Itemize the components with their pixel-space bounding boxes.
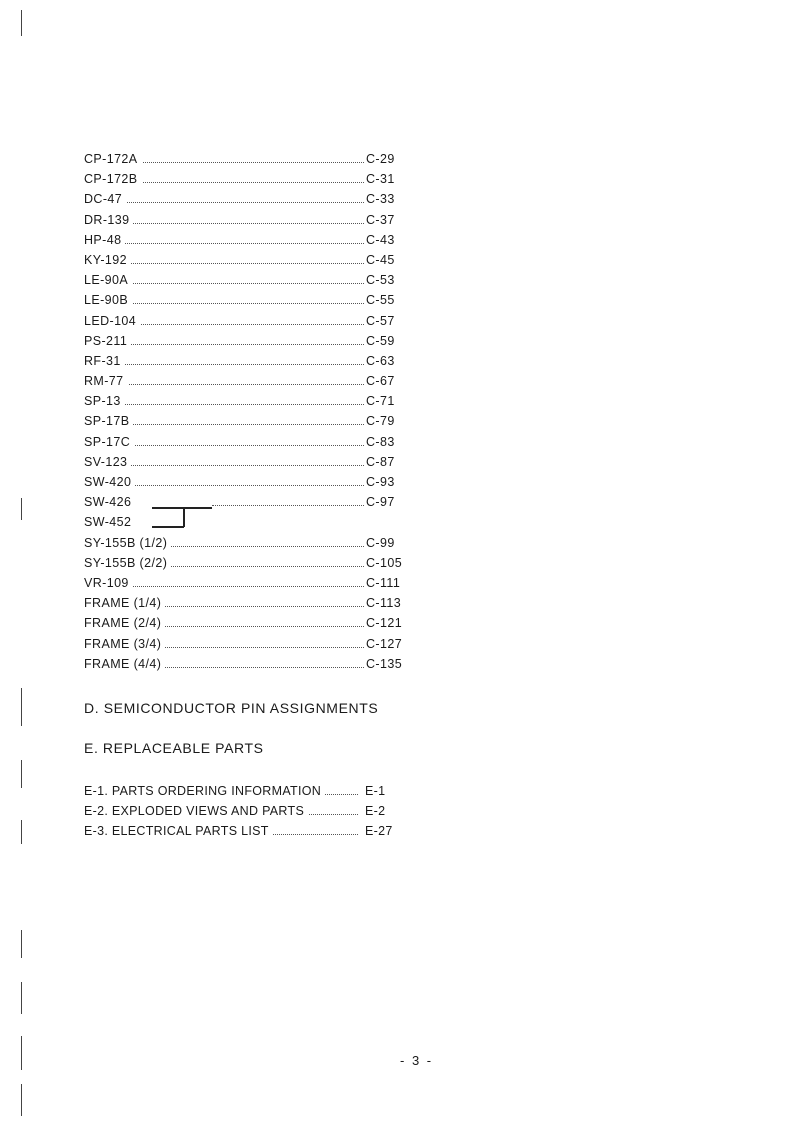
section-e-entry-page: E-2: [365, 804, 386, 818]
section-e-entry-page: E-1: [365, 784, 386, 798]
toc-entry-page: C-79: [366, 414, 395, 429]
toc-entry-name: PS-211: [84, 334, 131, 348]
toc-entry: [84, 574, 414, 594]
toc-entry-page: C-67: [366, 374, 395, 389]
toc-entry-name: SW-452: [84, 515, 135, 529]
bracket-bottom-line: [152, 526, 184, 528]
toc-entry-page: C-31: [366, 172, 395, 187]
toc-entry-name: VR-109: [84, 576, 133, 590]
toc-entry-page: C-99: [366, 535, 395, 550]
toc-entry-page: C-113: [366, 596, 402, 611]
toc-entry: [84, 271, 414, 291]
toc-entry: [84, 635, 414, 655]
toc-entry-name: RF-31: [84, 354, 125, 368]
toc-entry: [84, 412, 414, 432]
toc-entry-page: C-45: [366, 252, 395, 267]
dot-leader: [212, 505, 364, 506]
toc-entry-name: DR-139: [84, 213, 133, 227]
dot-leader: [84, 364, 364, 365]
toc-entry-page: C-127: [366, 636, 403, 651]
margin-mark: [21, 1084, 22, 1116]
dot-leader: [84, 243, 364, 244]
toc-entry: [84, 392, 414, 412]
toc-entry-name: LE-90A: [84, 273, 132, 287]
toc-entry-name: CP-172A: [84, 152, 142, 166]
toc-entry-name: SY-155B (2/2): [84, 556, 171, 570]
toc-entry-page: C-55: [366, 293, 395, 308]
toc-entry-page: C-93: [366, 475, 395, 489]
toc-entry-name: KY-192: [84, 253, 131, 267]
toc-entry-page: C-83: [366, 434, 395, 449]
toc-entry-page: C-57: [366, 313, 395, 328]
toc-entry-page: C-33: [366, 192, 395, 207]
page-number: - 3 -: [400, 1053, 434, 1068]
toc-entry-name: LED-104: [84, 314, 140, 328]
toc-entry-name: SP-13: [84, 394, 125, 408]
toc-entry-page: C-59: [366, 333, 395, 348]
toc-entry: [84, 493, 414, 513]
bracket-top-line: [152, 507, 212, 509]
toc-entry: [84, 211, 414, 231]
margin-mark: [21, 760, 22, 788]
margin-mark: [21, 982, 22, 1014]
section-e-heading: E. REPLACEABLE PARTS: [84, 740, 264, 756]
toc-entry: [84, 312, 414, 332]
section-e-entry-page: E-27: [365, 824, 393, 838]
toc-entry-page: C-87: [366, 454, 395, 469]
bracket-vertical-line: [183, 507, 185, 527]
toc-entry-name: LE-90B: [84, 293, 132, 307]
toc-entry: [84, 594, 414, 614]
toc-entry-name: RM-77: [84, 374, 128, 388]
toc-entry-name: FRAME (4/4): [84, 657, 165, 671]
toc-entry: [84, 433, 414, 453]
toc-entry: [84, 473, 414, 493]
toc-entry-name: FRAME (3/4): [84, 637, 165, 651]
margin-mark: [21, 820, 22, 844]
toc-entry: [84, 150, 414, 170]
dot-leader: [84, 404, 364, 405]
toc-entry: [84, 291, 414, 311]
toc-entry-page: C-53: [366, 273, 395, 288]
toc-entry: [84, 190, 414, 210]
toc-entry-page: C-63: [366, 353, 395, 368]
toc-entry-page: C-111: [366, 575, 401, 590]
section-e-entry: [84, 782, 404, 802]
toc-entry-name: SW-420: [84, 475, 135, 489]
section-e-entry-name: E-1. PARTS ORDERING INFORMATION: [84, 784, 325, 798]
toc-entry-name: SP-17C: [84, 435, 134, 449]
toc-entry-page: C-97: [366, 495, 395, 510]
toc-entry: [84, 332, 414, 352]
section-e-entry: [84, 822, 404, 842]
margin-mark: [21, 1036, 22, 1070]
section-e-list: [84, 782, 404, 842]
toc-entry-name: FRAME (2/4): [84, 616, 165, 630]
toc-entry-name: SP-17B: [84, 414, 133, 428]
section-e-entry-name: E-2. EXPLODED VIEWS AND PARTS: [84, 804, 308, 818]
toc-entry-page: C-121: [366, 616, 403, 631]
toc-entry: [84, 534, 414, 554]
section-e-entry: [84, 802, 404, 822]
toc-entry: [84, 251, 414, 271]
toc-entry: [84, 655, 414, 675]
toc-entry-page: C-37: [366, 212, 395, 227]
toc-entry: [84, 231, 414, 251]
margin-mark: [21, 688, 22, 726]
toc-entry: [84, 170, 414, 190]
toc-entry: [84, 513, 414, 533]
toc-entry-name: HP-48: [84, 233, 125, 247]
section-d-heading: D. SEMICONDUCTOR PIN ASSIGNMENTS: [84, 700, 379, 716]
toc-entry: [84, 372, 414, 392]
margin-mark: [21, 930, 22, 958]
toc-entry-name: SY-155B (1/2): [84, 536, 171, 550]
margin-mark: [21, 10, 22, 36]
toc-entry: [84, 352, 414, 372]
toc-list: [84, 150, 414, 675]
toc-entry-page: C-71: [366, 394, 395, 409]
toc-entry-page: C-29: [366, 152, 395, 166]
toc-entry-name: FRAME (1/4): [84, 596, 165, 610]
toc-entry: [84, 453, 414, 473]
toc-entry: [84, 614, 414, 634]
toc-entry-page: C-135: [366, 656, 403, 671]
toc-entry-page: C-105: [366, 555, 403, 570]
toc-entry-name: SV-123: [84, 455, 131, 469]
margin-mark: [21, 498, 22, 520]
toc-entry-name: CP-172B: [84, 172, 142, 186]
toc-entry-name: SW-426: [84, 495, 135, 509]
section-e-entry-name: E-3. ELECTRICAL PARTS LIST: [84, 824, 273, 838]
toc-entry: [84, 554, 414, 574]
toc-entry-name: DC-47: [84, 192, 126, 206]
toc-entry-page: C-43: [366, 232, 395, 247]
